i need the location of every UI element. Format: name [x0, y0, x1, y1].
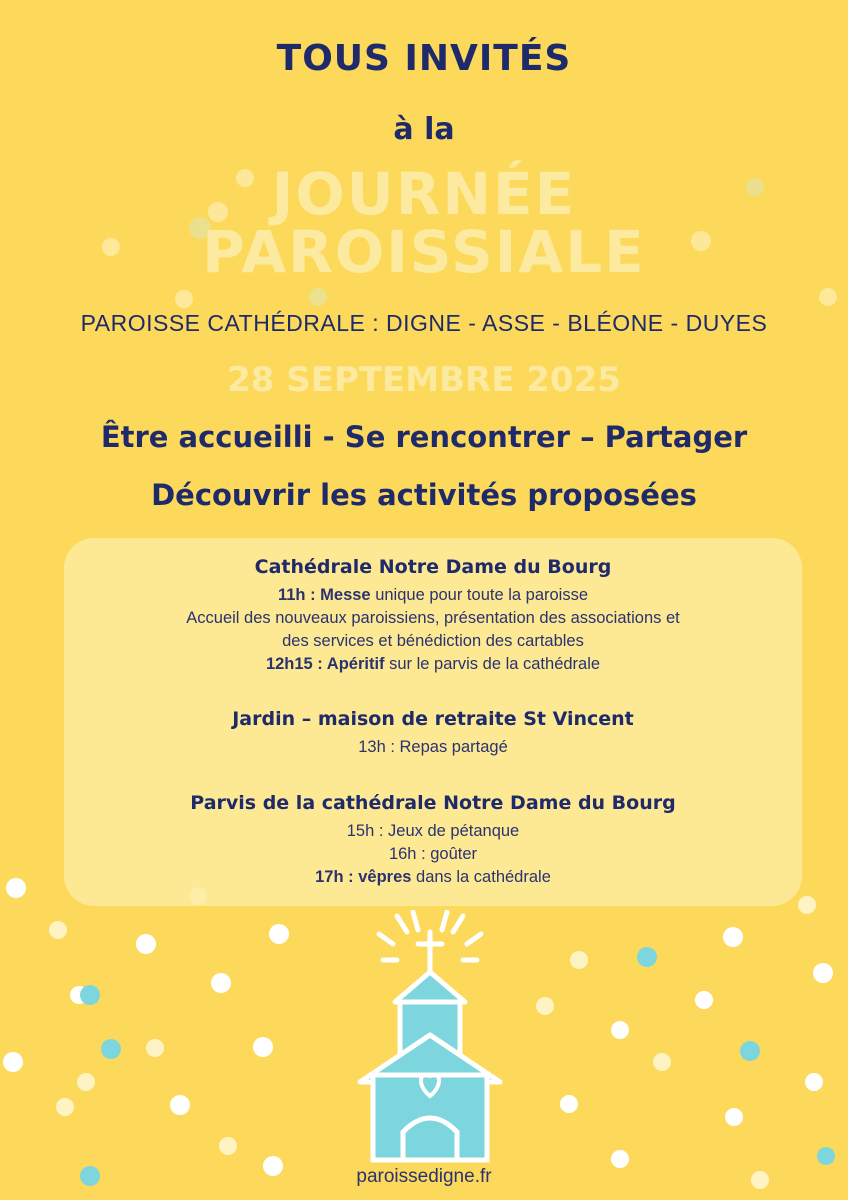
tagline-1: Être accueilli - Se rencontrer – Partager — [100, 420, 748, 454]
title-line-1: JOURNÉE — [271, 160, 577, 228]
aperitif-time: 12h15 : Apéritif — [265, 655, 385, 673]
section-2-line-1: 13h : Repas partagé — [358, 738, 508, 756]
tagline-2: Découvrir les activités proposées — [151, 478, 697, 512]
website-link[interactable]: paroissedigne.fr — [356, 1166, 492, 1187]
section-1-line-4 — [64, 653, 802, 676]
program-section-1 — [64, 556, 802, 676]
section-3-line-1: 15h : Jeux de pétanque — [346, 822, 520, 840]
church-icon — [355, 910, 505, 1165]
vespers-desc: dans la cathédrale — [411, 868, 551, 886]
section-1-line-3: des services et bénédiction des cartables — [282, 632, 584, 650]
parish-subtitle: PAROISSE CATHÉDRALE : DIGNE - ASSE - BLÉONE - DUYES — [80, 310, 768, 336]
section-2-title: Jardin – maison de retraite St Vincent — [232, 708, 634, 730]
title-line-2: PAROISSIALE — [202, 218, 646, 286]
program-section-2 — [64, 708, 802, 759]
section-1-title: Cathédrale Notre Dame du Bourg — [254, 556, 612, 578]
invite-heading: TOUS INVITÉS — [276, 38, 572, 79]
mass-time: 11h : Messe — [277, 586, 371, 604]
aperitif-desc: sur le parvis de la cathédrale — [384, 655, 601, 673]
program-panel — [64, 538, 802, 906]
a-la-heading: à la — [393, 112, 455, 147]
program-section-3 — [64, 792, 802, 889]
section-1-line-2: Accueil des nouveaux paroissiens, présentation des associations et — [186, 609, 680, 627]
vespers-time: 17h : vêpres — [315, 868, 412, 886]
event-date: 28 SEPTEMBRE 2025 — [227, 360, 621, 400]
mass-desc: unique pour toute la paroisse — [370, 586, 589, 604]
section-3-line-2: 16h : goûter — [388, 845, 478, 863]
section-3-line-3 — [64, 866, 802, 889]
section-3-title: Parvis de la cathédrale Notre Dame du Bourg — [190, 792, 676, 814]
section-1-line-1 — [64, 584, 802, 607]
